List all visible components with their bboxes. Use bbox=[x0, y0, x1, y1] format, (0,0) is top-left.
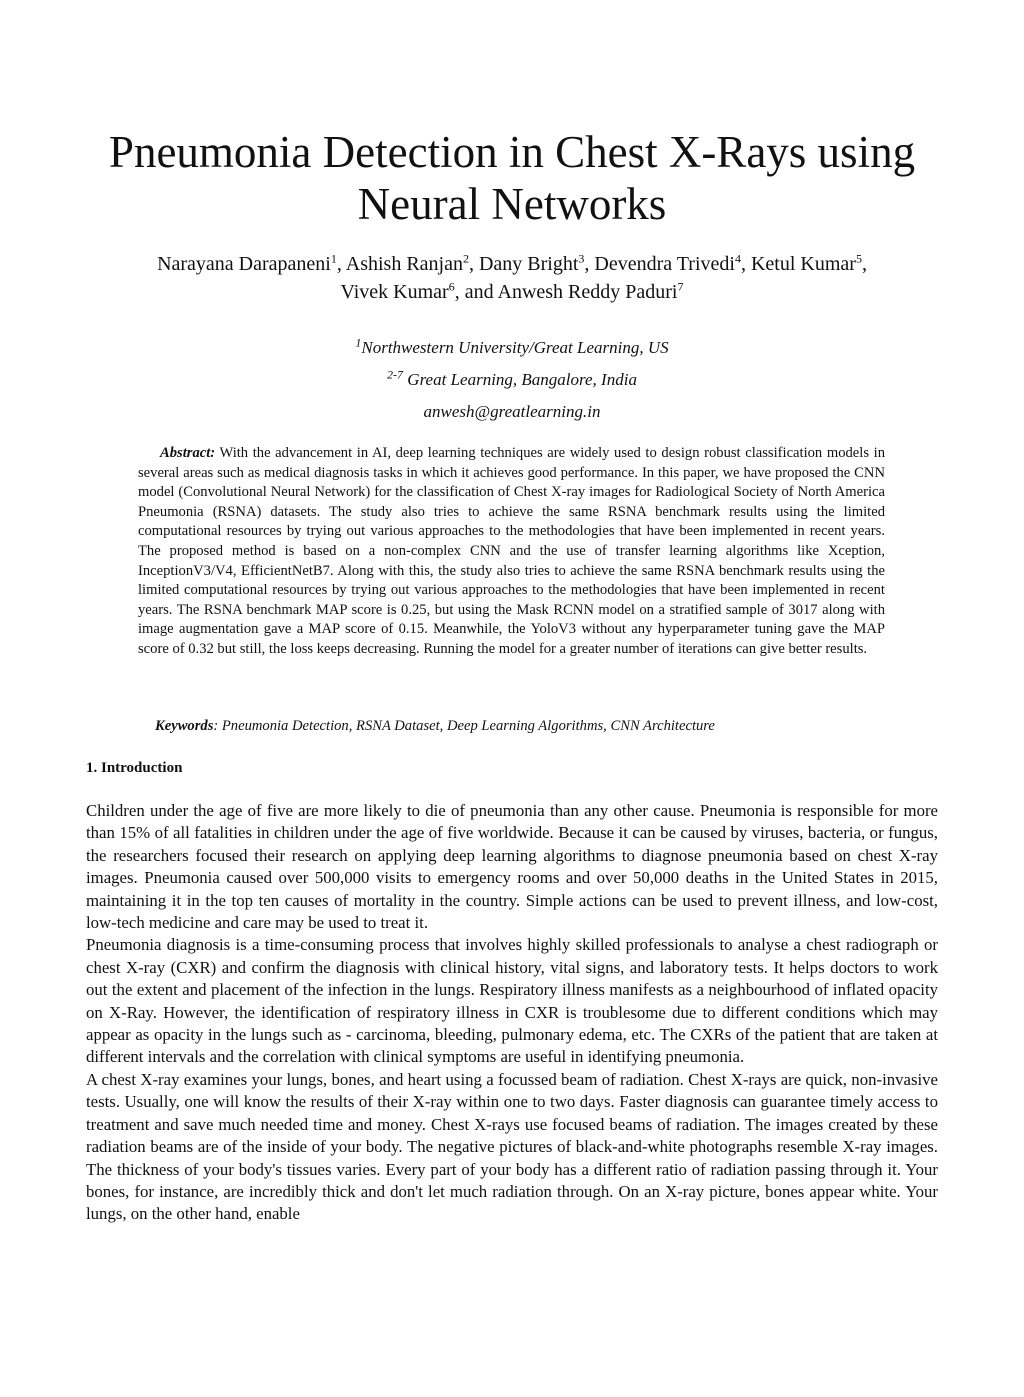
author-list bbox=[70, 250, 954, 306]
body-paragraph: Children under the age of five are more likely to die of pneumonia than any other cause. Pneumonia is responsible for more than 15% of all fatalities in children under the age of five worldwide. Because it can be caused by viruses, bacteria, or fungus, the researchers focused their research on applying deep learning algorithms to diagnose pneumonia based on chest X-ray images. Pneumonia caused over 500,000 visits to emergency rooms and over 50,000 deaths in the United States in 2015, maintaining it in the top ten causes of mortality in the country. Simple actions can be used to prevent illness, and low-cost, low-tech medicine and care may be used to treat it. bbox=[86, 801, 938, 933]
author-name: Narayana Darapaneni bbox=[157, 253, 331, 275]
author-separator: , bbox=[861, 253, 867, 275]
section-heading-introduction: 1. Introduction bbox=[86, 760, 183, 776]
body-paragraph: Pneumonia diagnosis is a time-consuming process that involves highly skilled professionals to analyse a chest radiograph or chest X-ray (CXR) and confirm the diagnosis with clinical history, vital signs, and laboratory tests. It helps doctors to work out the extent and placement of the infection in the lungs. Respiratory illness manifests as a neighbourhood of inflated opacity on X-Ray. However, the identification of respiratory illness in CXR is troublesome due to different conditions which may appear as opacity in the lungs such as - carcinoma, bleeding, pulmonary edema, etc. The CXRs of the patient that are taken at different intervals and the correlation with clinical symptoms are useful in identifying pneumonia. bbox=[86, 935, 938, 1067]
author-affiliation-mark: 4 bbox=[734, 251, 741, 266]
author-name: Vivek Kumar bbox=[340, 281, 449, 303]
affiliation-text: Northwestern University/Great Learning, US bbox=[361, 338, 669, 357]
author-separator: , bbox=[740, 253, 751, 275]
author-affiliation-mark: 1 bbox=[330, 251, 337, 266]
author-name: Ashish Ranjan bbox=[345, 253, 463, 275]
contact-email: anwesh@greatlearning.in bbox=[423, 402, 601, 421]
abstract-label: Abstract: bbox=[160, 445, 216, 461]
affiliation-mark: 2-7 bbox=[387, 367, 404, 382]
author-affiliation-mark: 3 bbox=[578, 251, 585, 266]
abstract bbox=[138, 444, 885, 660]
author-name: Ketul Kumar bbox=[750, 253, 856, 275]
author-affiliation-mark: 7 bbox=[677, 279, 684, 294]
affiliation-text: Great Learning, Bangalore, India bbox=[403, 370, 637, 389]
author-name: Anwesh Reddy Paduri bbox=[497, 281, 678, 303]
keywords-text: : Pneumonia Detection, RSNA Dataset, Deep Learning Algorithms, CNN Architecture bbox=[213, 718, 715, 734]
abstract-text: With the advancement in AI, deep learning techniques are widely used to design robust classification models in several areas such as medical diagnosis tasks in which it achieves good performance. In this paper, we have proposed the CNN model (Convolutional Neural Network) for the classification of Chest X-ray images for Radiological Society of North America Pneumonia (RSNA) datasets. The study also tries to achieve the same RSNA benchmark results using the limited computational resources by trying out various approaches to the methodologies that have been implemented in recent years. The proposed method is based on a non-complex CNN and the use of transfer learning algorithms like Xception, InceptionV3/V4, EfficientNetB7. Along with this, the study also tries to achieve the same RSNA benchmark results using the limited computational resources by trying out various approaches to the methodologies that have been implemented in recent years. The RSNA benchmark MAP score is 0.25, but using the Mask RCNN model on a stratified sample of 3017 along with image augmentation gave a MAP score of 0.15. Meanwhile, the YoloV3 without any hyperparameter tuning gave the MAP score of 0.32 but still, the loss keeps decreasing. Running the model for a greater number of iterations can give better results. bbox=[138, 445, 885, 657]
keywords-label: Keywords bbox=[155, 718, 214, 734]
author-name: Dany Bright bbox=[478, 253, 579, 275]
author-separator: , bbox=[336, 253, 346, 275]
author-separator: , and bbox=[454, 281, 498, 303]
body-paragraph: A chest X-ray examines your lungs, bones, and heart using a focussed beam of radiation. Chest X-rays are quick, non-invasive tests. Usually, one will know the results of their X-ray within one to two days. Faster diagnosis can guarantee timely access to treatment and save much needed time and money. Chest X-rays use focused beams of radiation. The images created by these radiation beams are of the inside of your body. The negative pictures of black-and-white photographs resemble X-ray images. The thickness of your body's tissues varies. Every part of your body has a different ratio of radiation passing through it. Your bones, for instance, are incredibly thick and don't let much radiation through. On an X-ray picture, bones appear white. Your lungs, on the other hand, enable bbox=[86, 1069, 938, 1224]
author-separator: , bbox=[468, 253, 479, 275]
paper-title: Pneumonia Detection in Chest X-Rays using Neural Networks bbox=[108, 127, 916, 229]
keywords bbox=[155, 716, 895, 736]
affiliation-1 bbox=[100, 337, 924, 359]
affiliation-2 bbox=[100, 369, 924, 391]
author-separator: , bbox=[584, 253, 595, 275]
author-affiliation-mark: 2 bbox=[462, 251, 469, 266]
author-name: Devendra Trivedi bbox=[594, 253, 735, 275]
author-affiliation-mark: 6 bbox=[448, 279, 455, 294]
affiliation-mark: 1 bbox=[355, 335, 362, 350]
introduction-body bbox=[86, 800, 938, 1226]
author-affiliation-mark: 5 bbox=[855, 251, 862, 266]
